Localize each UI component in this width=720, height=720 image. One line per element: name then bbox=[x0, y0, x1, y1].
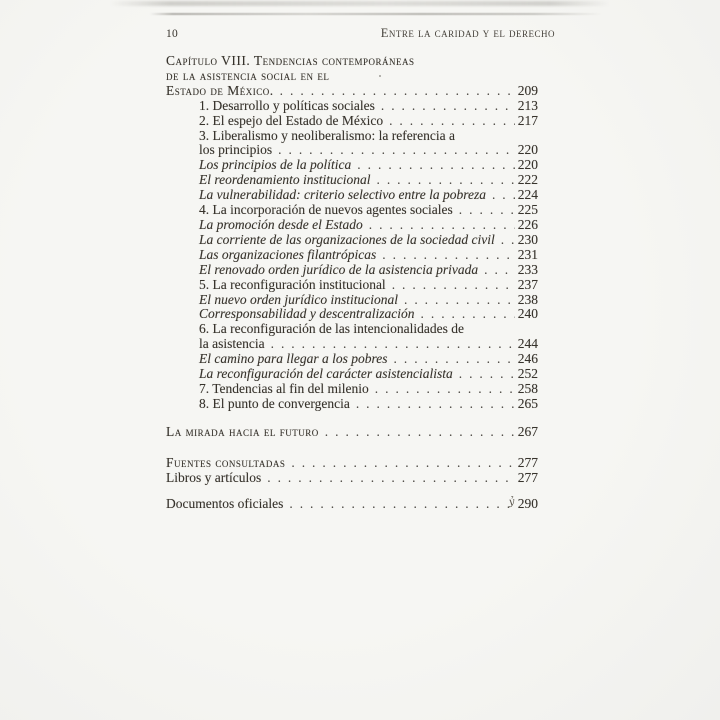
toc-entry-page: 226 bbox=[517, 216, 538, 232]
toc-entry-label: Documentos oficiales bbox=[166, 496, 284, 512]
toc-entry-label: La vulnerabilidad: criterio selectivo entre la pobreza bbox=[199, 187, 486, 203]
toc-entry bbox=[166, 129, 538, 144]
toc-entry bbox=[166, 173, 538, 188]
toc-entry bbox=[166, 471, 538, 486]
toc-entry-page: 277 bbox=[517, 469, 538, 485]
dot-leader bbox=[278, 143, 515, 158]
toc-entry-label: El camino para llegar a los pobres bbox=[199, 351, 388, 367]
toc-entry-label: 4. La incorporación de nuevos agentes sociales bbox=[199, 202, 453, 218]
toc-entry bbox=[166, 278, 538, 293]
toc-entry-page: 240 bbox=[517, 306, 538, 322]
toc-entry bbox=[166, 143, 538, 158]
toc-entry bbox=[166, 263, 538, 278]
dot-leader bbox=[381, 99, 515, 114]
dot-leader bbox=[484, 263, 515, 278]
toc-entry-label: El renovado orden jurídico de la asistencia privada bbox=[199, 261, 479, 277]
toc-entry-label: Estado de México. bbox=[166, 82, 274, 98]
toc-entry-page: 246 bbox=[517, 351, 538, 367]
toc-entry-label: 2. El espejo del Estado de México bbox=[199, 112, 384, 128]
toc-entry-page: 290 bbox=[517, 496, 538, 512]
toc-entry-label: Libros y artículos bbox=[166, 469, 262, 485]
toc-entry bbox=[166, 497, 538, 514]
toc-entry bbox=[166, 337, 538, 352]
toc-entry-page: 265 bbox=[517, 395, 538, 411]
toc-entry bbox=[166, 382, 538, 397]
ink-mark-artifact: ỷ bbox=[508, 496, 515, 509]
toc-entry bbox=[166, 248, 538, 263]
toc-entry bbox=[166, 218, 538, 233]
toc-entry-page: 233 bbox=[517, 261, 538, 277]
toc-entry-label: la asistencia bbox=[199, 336, 265, 352]
toc-entry-page: 237 bbox=[517, 276, 538, 292]
toc-entry-label: Los principios de la política bbox=[199, 157, 352, 173]
toc-entry-label: 7. Tendencias al fin del milenio bbox=[199, 380, 369, 396]
toc-entry-label: 3. Liberalismo y neoliberalismo: la referencia a bbox=[199, 127, 456, 143]
dot-leader bbox=[459, 367, 515, 382]
toc-entry-label: Capítulo VIII. Tendencias contemporáneas bbox=[166, 53, 415, 68]
toc-entry bbox=[166, 69, 538, 84]
dot-leader bbox=[501, 233, 515, 248]
table-of-contents bbox=[166, 54, 538, 514]
dot-leader bbox=[459, 203, 515, 218]
dot-leader bbox=[280, 84, 515, 99]
toc-entry bbox=[166, 293, 538, 308]
toc-entry bbox=[166, 352, 538, 367]
toc-entry bbox=[166, 114, 538, 129]
toc-entry bbox=[166, 203, 538, 218]
toc-entry-label: Fuentes consultadas bbox=[166, 454, 286, 470]
toc-entry bbox=[166, 158, 538, 173]
toc-entry-label: El reordenamiento institucional bbox=[199, 172, 371, 188]
toc-entry bbox=[166, 188, 538, 203]
toc-entry-page: 238 bbox=[517, 291, 538, 307]
running-header bbox=[166, 26, 555, 41]
page-number-folio: 10 bbox=[166, 28, 179, 40]
toc-entry-label: La promoción desde el Estado bbox=[199, 216, 363, 232]
toc-entry bbox=[166, 307, 538, 322]
toc-entry-label: de la asistencia social en el bbox=[166, 67, 330, 83]
toc-entry bbox=[166, 456, 538, 471]
toc-entry-page: 220 bbox=[517, 142, 538, 158]
toc-entry-label: Corresponsabilidad y descentralización bbox=[199, 306, 415, 322]
toc-entry-page: 224 bbox=[517, 187, 538, 203]
dot-leader bbox=[356, 397, 515, 412]
dot-leader bbox=[421, 307, 515, 322]
dot-leader bbox=[375, 382, 515, 397]
dot-leader bbox=[492, 188, 515, 203]
toc-entry bbox=[166, 99, 538, 114]
toc-entry bbox=[166, 233, 538, 248]
toc-entry-page: 244 bbox=[517, 336, 538, 352]
dot-leader bbox=[267, 471, 515, 486]
running-title: Entre la caridad y el derecho bbox=[380, 26, 555, 40]
dot-leader bbox=[394, 352, 515, 367]
toc-entry-label: Las organizaciones filantrópicas bbox=[199, 246, 377, 262]
toc-entry-label: los principios bbox=[199, 142, 273, 158]
dot-leader bbox=[392, 278, 515, 293]
toc-entry-page: 267 bbox=[517, 423, 538, 439]
scan-edge-smear bbox=[110, 1, 610, 6]
toc-entry-page: 213 bbox=[517, 97, 538, 113]
toc-entry-label: 6. La reconfiguración de las intencionalidades de bbox=[199, 321, 465, 337]
toc-entry-page: 225 bbox=[517, 202, 538, 218]
dot-leader bbox=[382, 248, 514, 263]
toc-entry-label: La reconfiguración del carácter asistencialista bbox=[199, 366, 453, 382]
scan-speck bbox=[379, 75, 381, 77]
toc-entry-label: La mirada hacia el futuro bbox=[166, 423, 319, 439]
header-rule bbox=[150, 13, 602, 15]
toc-entry bbox=[166, 84, 538, 99]
dot-leader bbox=[289, 497, 514, 512]
toc-entry-label: La corriente de las organizaciones de la sociedad civil bbox=[199, 231, 495, 247]
toc-entry-page: 277 bbox=[517, 454, 538, 470]
dot-leader bbox=[369, 218, 515, 233]
dot-leader bbox=[271, 337, 515, 352]
toc-entry-page: 230 bbox=[517, 231, 538, 247]
toc-entry-page: 222 bbox=[517, 172, 538, 188]
toc-entry bbox=[166, 425, 538, 440]
dot-leader bbox=[404, 293, 515, 308]
toc-entry-page: 231 bbox=[517, 246, 538, 262]
dot-leader bbox=[357, 158, 514, 173]
toc-entry-label: El nuevo orden jurídico institucional bbox=[199, 291, 398, 307]
toc-entry-page: 252 bbox=[517, 366, 538, 382]
toc-entry-label: 8. El punto de convergencia bbox=[199, 395, 350, 411]
toc-entry bbox=[166, 322, 538, 337]
toc-entry-page: 258 bbox=[517, 380, 538, 396]
toc-entry-page: 209 bbox=[517, 82, 538, 98]
toc-entry-page: 220 bbox=[517, 157, 538, 173]
toc-entry-label: 1. Desarrollo y políticas sociales bbox=[199, 97, 375, 113]
toc-entry-page: 217 bbox=[517, 112, 538, 128]
toc-entry bbox=[166, 54, 538, 69]
dot-leader bbox=[376, 173, 514, 188]
dot-leader bbox=[389, 114, 515, 129]
dot-leader bbox=[291, 456, 514, 471]
dot-leader bbox=[325, 425, 515, 440]
toc-entry-label: 5. La reconfiguración institucional bbox=[199, 276, 386, 292]
toc-entry bbox=[166, 367, 538, 382]
toc-entry bbox=[166, 397, 538, 412]
